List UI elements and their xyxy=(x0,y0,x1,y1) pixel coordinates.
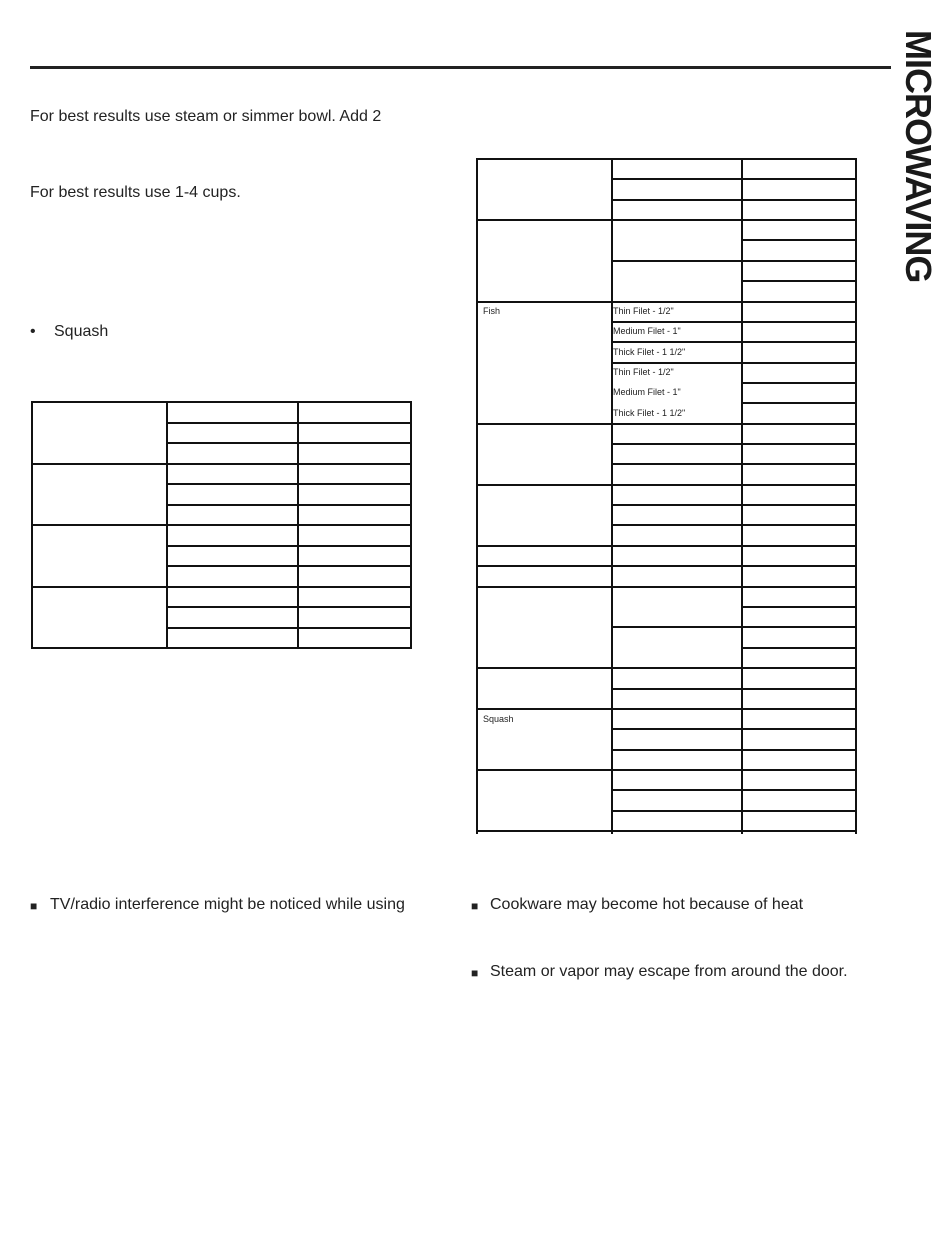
table-grid-line xyxy=(31,586,412,588)
left-cooking-table xyxy=(31,401,412,649)
table-grid-line xyxy=(611,260,857,262)
fish-cut-label: Thick Filet - 1 1/2" xyxy=(613,408,686,418)
table-grid-line xyxy=(741,606,857,608)
table-grid-line xyxy=(166,606,412,608)
table-grid-line xyxy=(741,647,857,649)
table-grid-line xyxy=(611,504,857,506)
table-grid-line xyxy=(476,667,857,669)
table-grid-line xyxy=(476,565,857,567)
table-grid-line xyxy=(611,789,857,791)
table-grid-line xyxy=(31,647,412,649)
table-grid-line xyxy=(476,423,857,425)
table-grid-line xyxy=(476,219,857,221)
table-grid-line xyxy=(611,749,857,751)
table-grid-line xyxy=(476,708,857,710)
table-grid-line xyxy=(166,483,412,485)
table-grid-line xyxy=(741,280,857,282)
table-grid-line xyxy=(476,769,857,771)
table-grid-line xyxy=(476,830,857,832)
fish-cut-label: Thick Filet - 1 1/2" xyxy=(613,347,686,357)
bullet-dot: • xyxy=(30,323,36,340)
table-grid-line xyxy=(611,626,857,628)
section-title-microwaving: MICROWAVING xyxy=(898,30,939,283)
fish-cut-label: Thin Filet - 1/2" xyxy=(613,367,674,377)
cups-note: For best results use 1-4 cups. xyxy=(30,184,241,201)
header-rule xyxy=(30,66,891,69)
table-grid-line xyxy=(476,484,857,486)
table-grid-line xyxy=(476,158,478,834)
fish-label: Fish xyxy=(483,306,501,316)
steam-vapor-note: Steam or vapor may escape from around the door. xyxy=(490,963,848,980)
table-grid-line xyxy=(611,688,857,690)
table-grid-line xyxy=(31,463,412,465)
fish-cut-label: Medium Filet - 1" xyxy=(613,387,681,397)
table-grid-line xyxy=(476,545,857,547)
table-grid-line xyxy=(166,504,412,506)
steam-bowl-note: For best results use steam or simmer bowl. Add 2 xyxy=(30,108,382,125)
table-grid-line xyxy=(611,810,857,812)
table-grid-line xyxy=(166,422,412,424)
bullet-item-squash: Squash xyxy=(54,323,109,340)
square-bullet: ■ xyxy=(471,899,479,913)
fish-cut-label: Medium Filet - 1" xyxy=(613,326,681,336)
table-grid-line xyxy=(611,362,857,364)
square-bullet: ■ xyxy=(471,966,479,980)
table-grid-line xyxy=(31,401,412,403)
table-grid-line xyxy=(611,463,857,465)
table-grid-line xyxy=(31,524,412,526)
table-grid-line xyxy=(166,545,412,547)
table-grid-line xyxy=(166,627,412,629)
table-grid-line xyxy=(611,199,857,201)
table-grid-line xyxy=(611,341,857,343)
table-grid-line xyxy=(476,158,857,160)
table-grid-line xyxy=(476,586,857,588)
table-grid-line xyxy=(611,524,857,526)
square-bullet: ■ xyxy=(30,899,38,913)
squash-label: Squash xyxy=(483,714,514,724)
table-grid-line xyxy=(166,442,412,444)
table-grid-line xyxy=(611,443,857,445)
table-grid-line xyxy=(741,239,857,241)
table-grid-line xyxy=(611,728,857,730)
table-grid-line xyxy=(741,382,857,384)
table-grid-line xyxy=(741,402,857,404)
cookware-hot-note: Cookware may become hot because of heat xyxy=(490,896,804,913)
table-grid-line xyxy=(166,565,412,567)
table-grid-line xyxy=(611,321,857,323)
tv-interference-note: TV/radio interference might be noticed while using xyxy=(50,896,405,913)
table-grid-line xyxy=(611,178,857,180)
right-cooking-table xyxy=(476,158,857,834)
table-grid-line xyxy=(476,301,857,303)
fish-cut-label: Thin Filet - 1/2" xyxy=(613,306,674,316)
